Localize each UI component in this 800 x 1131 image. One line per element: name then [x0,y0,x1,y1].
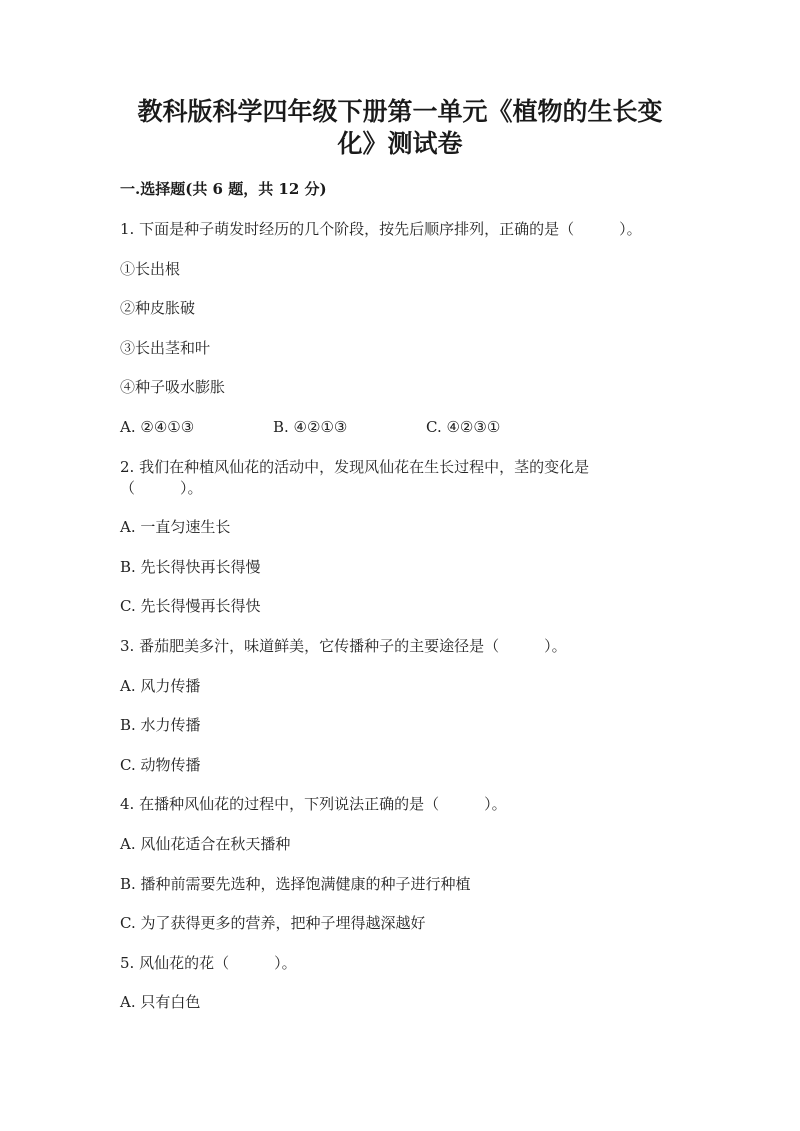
question-1-item: ①长出根 [120,260,181,278]
question-4-option-b: B. 播种前需要先选种，选择饱满健康的种子进行种植 [120,875,471,893]
question-1-item: ③长出茎和叶 [120,339,211,357]
question-1-option-a: A. ②④①③ [120,418,195,436]
document-title-line-2: 化》测试卷 [337,129,463,158]
question-2-option-a: A. 一直匀速生长 [120,518,231,536]
question-3-option-a: A. 风力传播 [120,677,201,695]
question-1-item: ④种子吸水膨胀 [120,378,226,396]
question-4-option-a: A. 风仙花适合在秋天播种 [120,835,291,853]
document-title-line-1: 教科版科学四年级下册第一单元《植物的生长变 [137,97,663,126]
question-1-option-c: C. ④②③① [426,418,501,436]
question-4-stem: 4. 在播种风仙花的过程中，下列说法正确的是（ ）。 [120,795,507,813]
question-5-option-a: A. 只有白色 [120,993,201,1011]
question-2-stem-line-2: （ ）。 [120,479,203,497]
question-2-option-b: B. 先长得快再长得慢 [120,558,261,576]
question-3-option-c: C. 动物传播 [120,756,201,774]
question-3-stem: 3. 番茄肥美多汁，味道鲜美，它传播种子的主要途径是（ ）。 [120,637,567,655]
question-1-stem: 1. 下面是种子萌发时经历的几个阶段，按先后顺序排列，正确的是（ ）。 [120,220,642,238]
question-1-option-b: B. ④②①③ [273,418,348,436]
question-3-option-b: B. 水力传播 [120,716,201,734]
question-2-stem-line-1: 2. 我们在种植风仙花的活动中，发现风仙花在生长过程中，茎的变化是 [120,458,590,476]
question-4-option-c: C. 为了获得更多的营养，把种子埋得越深越好 [120,914,426,932]
section-heading: 一.选择题(共 6 题，共 12 分) [120,180,327,198]
question-1-item: ②种皮胀破 [120,299,196,317]
question-2-option-c: C. 先长得慢再长得快 [120,597,261,615]
question-5-stem: 5. 风仙花的花（ ）。 [120,954,297,972]
